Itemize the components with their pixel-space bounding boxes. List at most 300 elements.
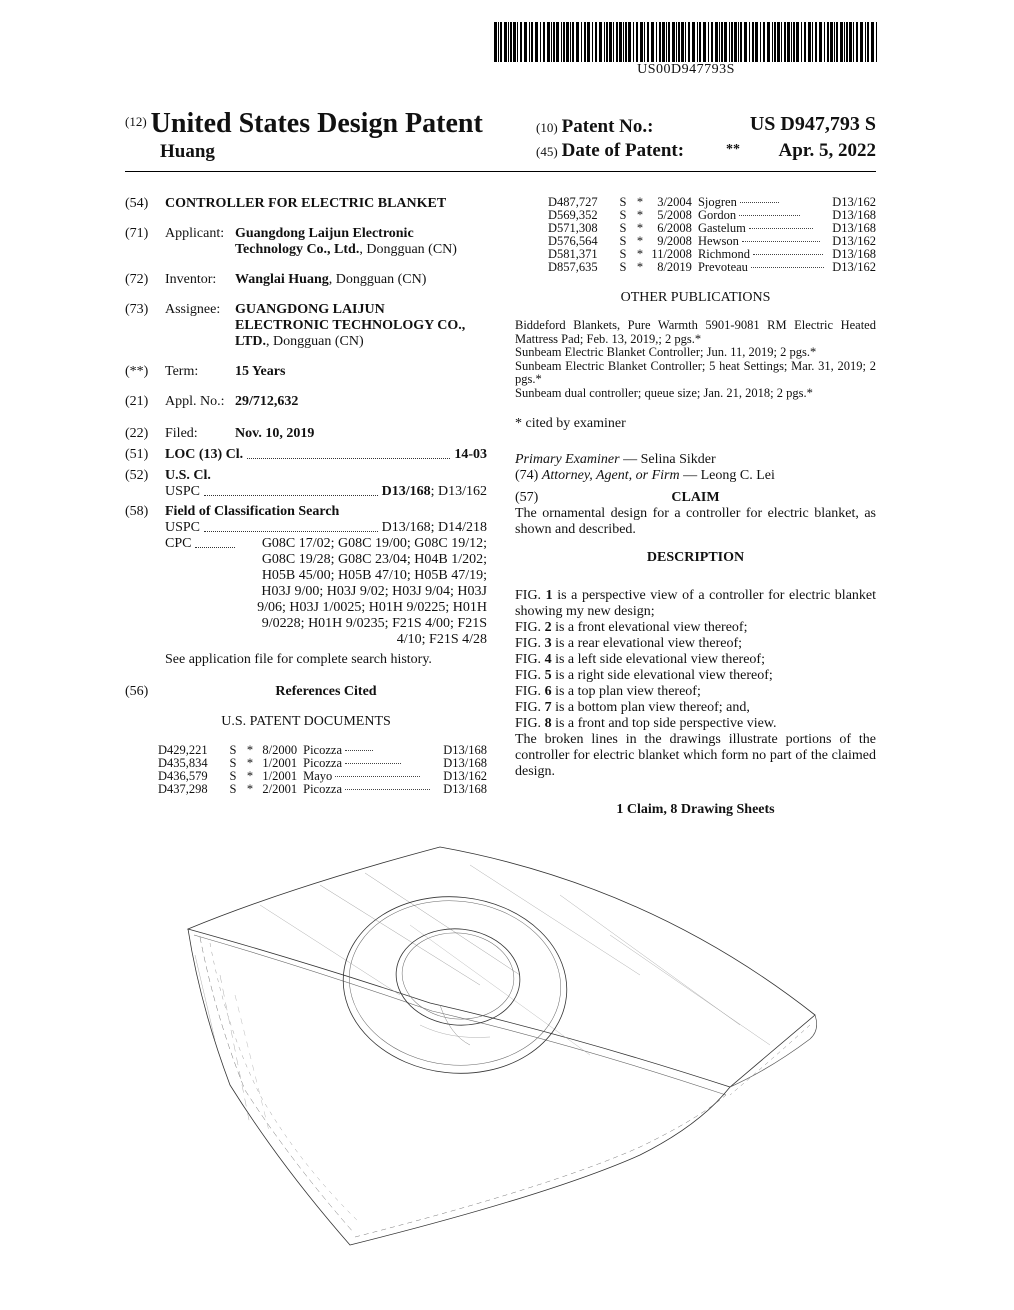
- barcode-bar: [644, 22, 645, 62]
- reference-name: Prevoteau: [697, 260, 748, 274]
- field-uspc-value: D13/168; D14/218: [381, 520, 487, 535]
- barcode-bar: [576, 22, 579, 62]
- barcode-bar: [760, 22, 761, 62]
- barcode-bar: [498, 22, 499, 62]
- reference-star: *: [636, 260, 644, 274]
- reference-class: D13/168: [832, 221, 876, 235]
- reference-date: 1/2001: [262, 756, 298, 770]
- claim-heading-row: [515, 490, 876, 506]
- reference-kind: S: [619, 221, 627, 235]
- inventor-short-name: Huang: [160, 141, 215, 162]
- primary-examiner: [515, 452, 876, 468]
- inventor-location: , Dongguan (CN): [328, 272, 427, 287]
- barcode-bar: [636, 22, 638, 62]
- figure-desc-pre: FIG.: [515, 668, 545, 683]
- figure-desc-num: 3: [544, 636, 552, 651]
- reference-num: D436,579: [158, 769, 208, 783]
- cpc-line: H03J 9/00; H03J 9/02; H03J 9/04; H03J: [261, 584, 487, 599]
- reference-kind: S: [229, 769, 237, 783]
- filed-code: (22): [125, 426, 149, 441]
- field-uspc-key: USPC: [165, 520, 201, 535]
- figure-desc-num: 8: [544, 716, 552, 731]
- figure-desc-post: is a top plan view thereof;: [551, 684, 701, 699]
- figure-description: [515, 668, 876, 684]
- barcode-bar: [609, 22, 612, 62]
- us-cl-field: [125, 468, 487, 500]
- barcode-bar: [656, 22, 657, 62]
- barcode-bar: [625, 22, 627, 62]
- reference-star: *: [636, 195, 644, 209]
- barcode-bar: [662, 22, 665, 62]
- barcode-bar: [668, 22, 670, 62]
- barcode: [494, 22, 878, 62]
- filed-key: Filed:: [165, 426, 198, 441]
- publication-entry: Sunbeam Electric Blanket Controller; Jun. 11, 2019; 2 pgs.*: [515, 345, 817, 359]
- reference-name: Sjogren: [697, 195, 737, 209]
- header-rule: [125, 171, 876, 172]
- reference-num: D581,371: [548, 247, 598, 261]
- reference-kind: S: [619, 247, 627, 261]
- barcode-bar: [651, 22, 654, 62]
- reference-class: D13/168: [832, 247, 876, 261]
- reference-num: D435,834: [158, 756, 208, 770]
- appl-number: 29/712,632: [235, 394, 299, 409]
- patent-number-block: [536, 113, 876, 164]
- appl-code: (21): [125, 394, 149, 409]
- barcode-bar: [781, 22, 782, 62]
- filed-field: [125, 426, 487, 442]
- figure-desc-post: is a right side elevational view thereof;: [551, 668, 773, 683]
- barcode-bar: [613, 22, 614, 62]
- barcode-bar: [520, 22, 522, 62]
- barcode-bar: [535, 22, 538, 62]
- reference-class: D13/162: [832, 260, 876, 274]
- barcode-bar: [787, 22, 790, 62]
- reference-num: D437,298: [158, 782, 208, 796]
- barcode-bar: [595, 22, 597, 62]
- reference-kind: S: [619, 234, 627, 248]
- figure-desc-num: 1: [545, 588, 553, 603]
- reference-name: Gastelum: [697, 221, 746, 235]
- reference-num: D487,727: [548, 195, 598, 209]
- barcode-bar: [763, 22, 765, 62]
- barcode-bar: [784, 22, 786, 62]
- figure-desc-post: is a left side elevational view thereof;: [551, 652, 765, 667]
- cpc-line: 9/0228; H01H 9/0235; F21S 4/00; F21S: [261, 616, 487, 631]
- reference-row: [548, 261, 876, 274]
- barcode-bar: [721, 22, 723, 62]
- barcode-bar: [865, 22, 866, 62]
- barcode-bar: [827, 22, 829, 62]
- barcode-bar: [834, 22, 835, 62]
- patent-number: US D947,793 S: [749, 113, 876, 135]
- barcode-bar: [724, 22, 727, 62]
- figure-description: [515, 620, 876, 636]
- reference-date: 5/2008: [657, 208, 692, 222]
- barcode-bar: [676, 22, 677, 62]
- reference-date: 3/2004: [657, 195, 692, 209]
- reference-kind: S: [619, 195, 627, 209]
- reference-name: Gordon: [697, 208, 737, 222]
- barcode-bar: [755, 22, 758, 62]
- barcode-bar: [846, 22, 848, 62]
- refs-code: (56): [125, 684, 149, 699]
- figure-description: [515, 684, 876, 700]
- barcode-bar: [681, 22, 684, 62]
- barcode-bar: [640, 22, 643, 62]
- references-heading: References Cited: [275, 684, 377, 699]
- reference-name: Richmond: [697, 247, 751, 261]
- cpc-line: G08C 19/28; G08C 23/04; H04B 1/202;: [261, 552, 487, 567]
- cpc-line: 9/06; H03J 1/0025; H01H 9/0225; H01H: [257, 600, 487, 615]
- applicant-name-1: Guangdong Laijun Electronic: [235, 226, 414, 241]
- figure-desc-post: is a front and top side perspective view.: [551, 716, 777, 731]
- barcode-bar: [678, 22, 680, 62]
- figure-desc-post: is a rear elevational view thereof;: [551, 636, 743, 651]
- barcode-bar: [616, 22, 618, 62]
- reference-num: D571,308: [548, 221, 598, 235]
- figure-desc-num: 6: [544, 684, 552, 699]
- barcode-bar: [791, 22, 792, 62]
- broken-lines-note: The broken lines in the drawings illustrate portions of the controller for electric blanket which form no part of the claimed design.: [515, 732, 876, 779]
- cpc-line: G08C 17/02; G08C 19/00; G08C 19/12;: [261, 536, 487, 551]
- barcode-bar: [812, 22, 813, 62]
- barcode-bar: [692, 22, 695, 62]
- barcode-bar: [804, 22, 806, 62]
- barcode-bar: [836, 22, 838, 62]
- assignee-location: , Dongguan (CN): [266, 334, 364, 349]
- barcode-bar: [570, 22, 571, 62]
- figure-description: [515, 636, 876, 652]
- applicant-name-2: Technology Co., Ltd.: [235, 242, 360, 257]
- reference-star: *: [246, 756, 254, 770]
- reference-name: Picozza: [303, 756, 342, 770]
- assignee-name-2: ELECTRONIC TECHNOLOGY CO.,: [235, 318, 466, 333]
- barcode-bar: [715, 22, 718, 62]
- barcode-bar: [524, 22, 527, 62]
- references-field: [125, 684, 487, 700]
- patent-no-label: Patent No.:: [561, 116, 654, 137]
- outer-ring: [334, 886, 575, 1084]
- inner-dial: [391, 923, 524, 1031]
- barcode-bar: [561, 22, 562, 62]
- reference-class: D13/168: [443, 756, 487, 770]
- attorney: [515, 468, 876, 484]
- barcode-bar: [830, 22, 833, 62]
- barcode-bar: [547, 22, 550, 62]
- patent-no-tag: (10): [536, 120, 558, 135]
- perspective-drawing: [170, 825, 910, 1265]
- barcode-bar: [551, 22, 552, 62]
- barcode-number: US00D947793S: [637, 62, 735, 77]
- uscl-code: (52): [125, 468, 149, 483]
- description-heading: DESCRIPTION: [646, 550, 745, 565]
- field-code: (58): [125, 504, 149, 519]
- barcode-bar: [744, 22, 747, 62]
- references-table-left: [158, 744, 487, 796]
- barcode-bar: [767, 22, 770, 62]
- barcode-bar: [772, 22, 773, 62]
- figure-desc-num: 4: [544, 652, 552, 667]
- search-history-note: See application file for complete search history.: [165, 652, 432, 667]
- barcode-bar: [508, 22, 509, 62]
- reference-star: *: [246, 769, 254, 783]
- field-key: Field of Classification Search: [165, 504, 340, 519]
- patent-type: United States Design Patent: [150, 108, 483, 139]
- figure-desc-num: 5: [544, 668, 552, 683]
- publication-entry: Sunbeam dual controller; queue size; Jan. 21, 2018; 2 pgs.*: [515, 385, 813, 400]
- figure-desc-pre: FIG.: [515, 636, 545, 651]
- field-of-search: [125, 504, 487, 648]
- other-publications: [515, 319, 876, 400]
- cpc-line: 4/10; F21S 4/28: [396, 632, 487, 647]
- top-surface-outline: [188, 847, 815, 1087]
- barcode-bar: [504, 22, 507, 62]
- date-of-patent: Apr. 5, 2022: [778, 140, 876, 161]
- reference-date: 8/2019: [657, 260, 692, 274]
- assignee-name-1: GUANGDONG LAIJUN: [235, 302, 385, 317]
- reference-date: 8/2000: [262, 743, 298, 757]
- loc-code: (51): [125, 447, 149, 462]
- reference-num: D569,352: [548, 208, 598, 222]
- reference-class: D13/162: [443, 769, 487, 783]
- reference-star: *: [636, 247, 644, 261]
- barcode-bar: [584, 22, 586, 62]
- barcode-bar: [619, 22, 622, 62]
- reference-date: 11/2008: [651, 247, 692, 261]
- barcode-bar: [529, 22, 530, 62]
- barcode-bar: [808, 22, 811, 62]
- barcode-bar: [685, 22, 686, 62]
- reference-date: 1/2001: [262, 769, 298, 783]
- applicant-location: , Dongguan (CN): [359, 242, 457, 257]
- barcode-bar: [740, 22, 742, 62]
- barcode-bar: [815, 22, 817, 62]
- publication-entry: Biddeford Blankets, Pure Warmth 5901-9081 RM Electric Heated Mattress Pad; Feb. 13, 2019,; 2 pgs.*: [515, 318, 876, 346]
- loc-value: 14-03: [454, 447, 487, 462]
- barcode-bar: [796, 22, 799, 62]
- barcode-bar: [647, 22, 649, 62]
- applicant-key: Applicant:: [165, 226, 225, 241]
- reference-kind: S: [229, 756, 237, 770]
- barcode-bar: [513, 22, 516, 62]
- reference-star: *: [636, 208, 644, 222]
- reference-name: Picozza: [303, 782, 342, 796]
- barcode-bar: [752, 22, 754, 62]
- figure-description: [515, 700, 876, 716]
- loc-key: LOC (13) Cl.: [165, 447, 244, 462]
- barcode-bar: [819, 22, 822, 62]
- other-publications-heading: OTHER PUBLICATIONS: [620, 290, 771, 305]
- description-list: [515, 588, 876, 732]
- barcode-bar: [729, 22, 730, 62]
- reference-num: D429,221: [158, 743, 208, 757]
- title-code: (54): [125, 196, 149, 211]
- barcode-bar: [849, 22, 852, 62]
- figure-description: [515, 716, 876, 732]
- claim-heading: CLAIM: [671, 490, 720, 505]
- term-code: (**): [125, 364, 149, 379]
- figure-desc-post: is a bottom plan view thereof; and,: [551, 700, 750, 715]
- assignee-name-3: LTD.: [235, 334, 267, 349]
- reference-kind: S: [619, 208, 627, 222]
- barcode-bar: [777, 22, 780, 62]
- barcode-bar: [659, 22, 661, 62]
- reference-num: D576,564: [548, 234, 598, 248]
- reference-class: D13/168: [443, 782, 487, 796]
- uscl-key: U.S. Cl.: [165, 468, 211, 483]
- reference-date: 2/2001: [262, 782, 298, 796]
- reference-class: D13/162: [832, 234, 876, 248]
- applicant-code: (71): [125, 226, 149, 241]
- reference-star: *: [636, 221, 644, 235]
- uspc-key: USPC: [165, 484, 201, 499]
- uspc-main-class: D13/168: [381, 484, 431, 499]
- barcode-bar: [708, 22, 709, 62]
- patent-title: CONTROLLER FOR ELECTRIC BLANKET: [165, 196, 447, 211]
- barcode-bar: [697, 22, 698, 62]
- barcode-bar: [871, 22, 874, 62]
- barcode-bar: [581, 22, 582, 62]
- claim-text: The ornamental design for a controller for electric blanket, as shown and described.: [515, 506, 876, 537]
- barcode-bar: [666, 22, 667, 62]
- barcode-bar: [572, 22, 574, 62]
- attorney-code: (74): [515, 468, 539, 483]
- appl-key: Appl. No.:: [165, 394, 225, 409]
- barcode-bar: [494, 22, 497, 62]
- barcode-bar: [793, 22, 795, 62]
- barcode-bar: [566, 22, 569, 62]
- barcode-bar: [719, 22, 720, 62]
- type-tag: (12): [125, 114, 147, 129]
- title-field: [125, 196, 487, 212]
- references-table-right: [548, 196, 876, 274]
- reference-num: D857,635: [548, 260, 598, 274]
- reference-name: Picozza: [303, 743, 342, 757]
- top-edge-inner: [194, 935, 726, 1095]
- barcode-bar: [840, 22, 843, 62]
- barcode-bar: [801, 22, 802, 62]
- figure-desc-pre: FIG.: [515, 716, 545, 731]
- barcode-bar: [633, 22, 634, 62]
- cpc-key: CPC: [165, 536, 192, 551]
- barcode-bar: [876, 22, 877, 62]
- assignee-field: [125, 302, 487, 350]
- reference-class: D13/162: [832, 195, 876, 209]
- barcode-bar: [623, 22, 624, 62]
- reference-date: 6/2008: [657, 221, 692, 235]
- barcode-bar: [860, 22, 863, 62]
- barcode-bar: [734, 22, 737, 62]
- appl-no-field: [125, 394, 487, 410]
- barcode-bar: [856, 22, 858, 62]
- front-skirt: [188, 929, 730, 1245]
- attorney-name: — Leong C. Lei: [679, 468, 775, 483]
- assignee-code: (73): [125, 302, 149, 317]
- barcode-bar: [606, 22, 608, 62]
- reference-kind: S: [229, 782, 237, 796]
- barcode-bar: [543, 22, 545, 62]
- barcode-bar: [517, 22, 518, 62]
- filed-date: Nov. 10, 2019: [235, 426, 315, 441]
- figure-desc-pre: FIG.: [515, 620, 545, 635]
- barcode-bar: [587, 22, 590, 62]
- barcode-bar: [711, 22, 713, 62]
- date-tag: (45): [536, 144, 558, 159]
- figure-desc-pre: FIG.: [515, 700, 545, 715]
- reference-name: Hewson: [697, 234, 739, 248]
- date-mark: **: [726, 142, 740, 157]
- barcode-bar: [688, 22, 690, 62]
- inventor-name: Wanglai Huang: [235, 272, 329, 287]
- date-label: Date of Patent:: [561, 140, 685, 161]
- cpc-line: H05B 45/00; H05B 47/10; H05B 47/19;: [261, 568, 487, 583]
- reference-star: *: [246, 782, 254, 796]
- barcode-bar: [774, 22, 776, 62]
- figure-desc-pre: FIG.: [515, 684, 545, 699]
- term-key: Term:: [165, 364, 199, 379]
- barcode-bar: [703, 22, 706, 62]
- term-field: [125, 364, 487, 380]
- barcode-bar: [540, 22, 541, 62]
- barcode-bar: [599, 22, 602, 62]
- cited-by-examiner: * cited by examiner: [515, 416, 626, 431]
- loc-field: [125, 447, 487, 463]
- reference-star: *: [636, 234, 644, 248]
- us-patent-docs-heading: U.S. PATENT DOCUMENTS: [221, 714, 391, 729]
- figure-description: [515, 588, 876, 620]
- reference-class: D13/168: [832, 208, 876, 222]
- reference-kind: S: [619, 260, 627, 274]
- reference-kind: S: [229, 743, 237, 757]
- examiner-name: — Selina Sikder: [619, 452, 716, 467]
- barcode-bar: [500, 22, 502, 62]
- claim-code: (57): [515, 490, 539, 505]
- barcode-bar: [553, 22, 555, 62]
- barcode-bar: [867, 22, 869, 62]
- inventor-key: Inventor:: [165, 272, 217, 287]
- barcode-bar: [749, 22, 750, 62]
- reference-row: [158, 783, 487, 796]
- reference-name: Mayo: [303, 769, 333, 783]
- patent-type-heading: [125, 108, 483, 140]
- examiner-role: Primary Examiner: [515, 452, 620, 467]
- barcode-bar: [731, 22, 733, 62]
- figure-desc-post: is a front elevational view thereof;: [551, 620, 748, 635]
- figure-description: [515, 652, 876, 668]
- barcode-bar: [738, 22, 739, 62]
- figure-desc-num: 7: [544, 700, 552, 715]
- barcode-bar: [672, 22, 675, 62]
- barcode-bar: [628, 22, 631, 62]
- applicant-field: [125, 226, 487, 258]
- barcode-bar: [556, 22, 559, 62]
- figure-desc-pre: FIG.: [515, 652, 545, 667]
- attorney-role: Attorney, Agent, or Firm: [541, 468, 680, 483]
- barcode-bar: [604, 22, 605, 62]
- barcode-bar: [699, 22, 701, 62]
- barcode-bar: [531, 22, 533, 62]
- publication-entry: Sunbeam Electric Blanket Controller; 5 heat Settings; Mar. 31, 2019; 2 pgs.*: [515, 358, 876, 386]
- barcode-bar: [844, 22, 845, 62]
- claims-drawing-sheets: 1 Claim, 8 Drawing Sheets: [616, 802, 775, 817]
- figure-desc-post: is a perspective view of a controller for electric blanket showing my new design;: [515, 588, 877, 619]
- figure-desc-pre: FIG.: [515, 588, 546, 603]
- right-column: [515, 196, 876, 818]
- barcode-bar: [510, 22, 512, 62]
- term-value: 15 Years: [235, 364, 286, 379]
- left-column: [125, 196, 487, 796]
